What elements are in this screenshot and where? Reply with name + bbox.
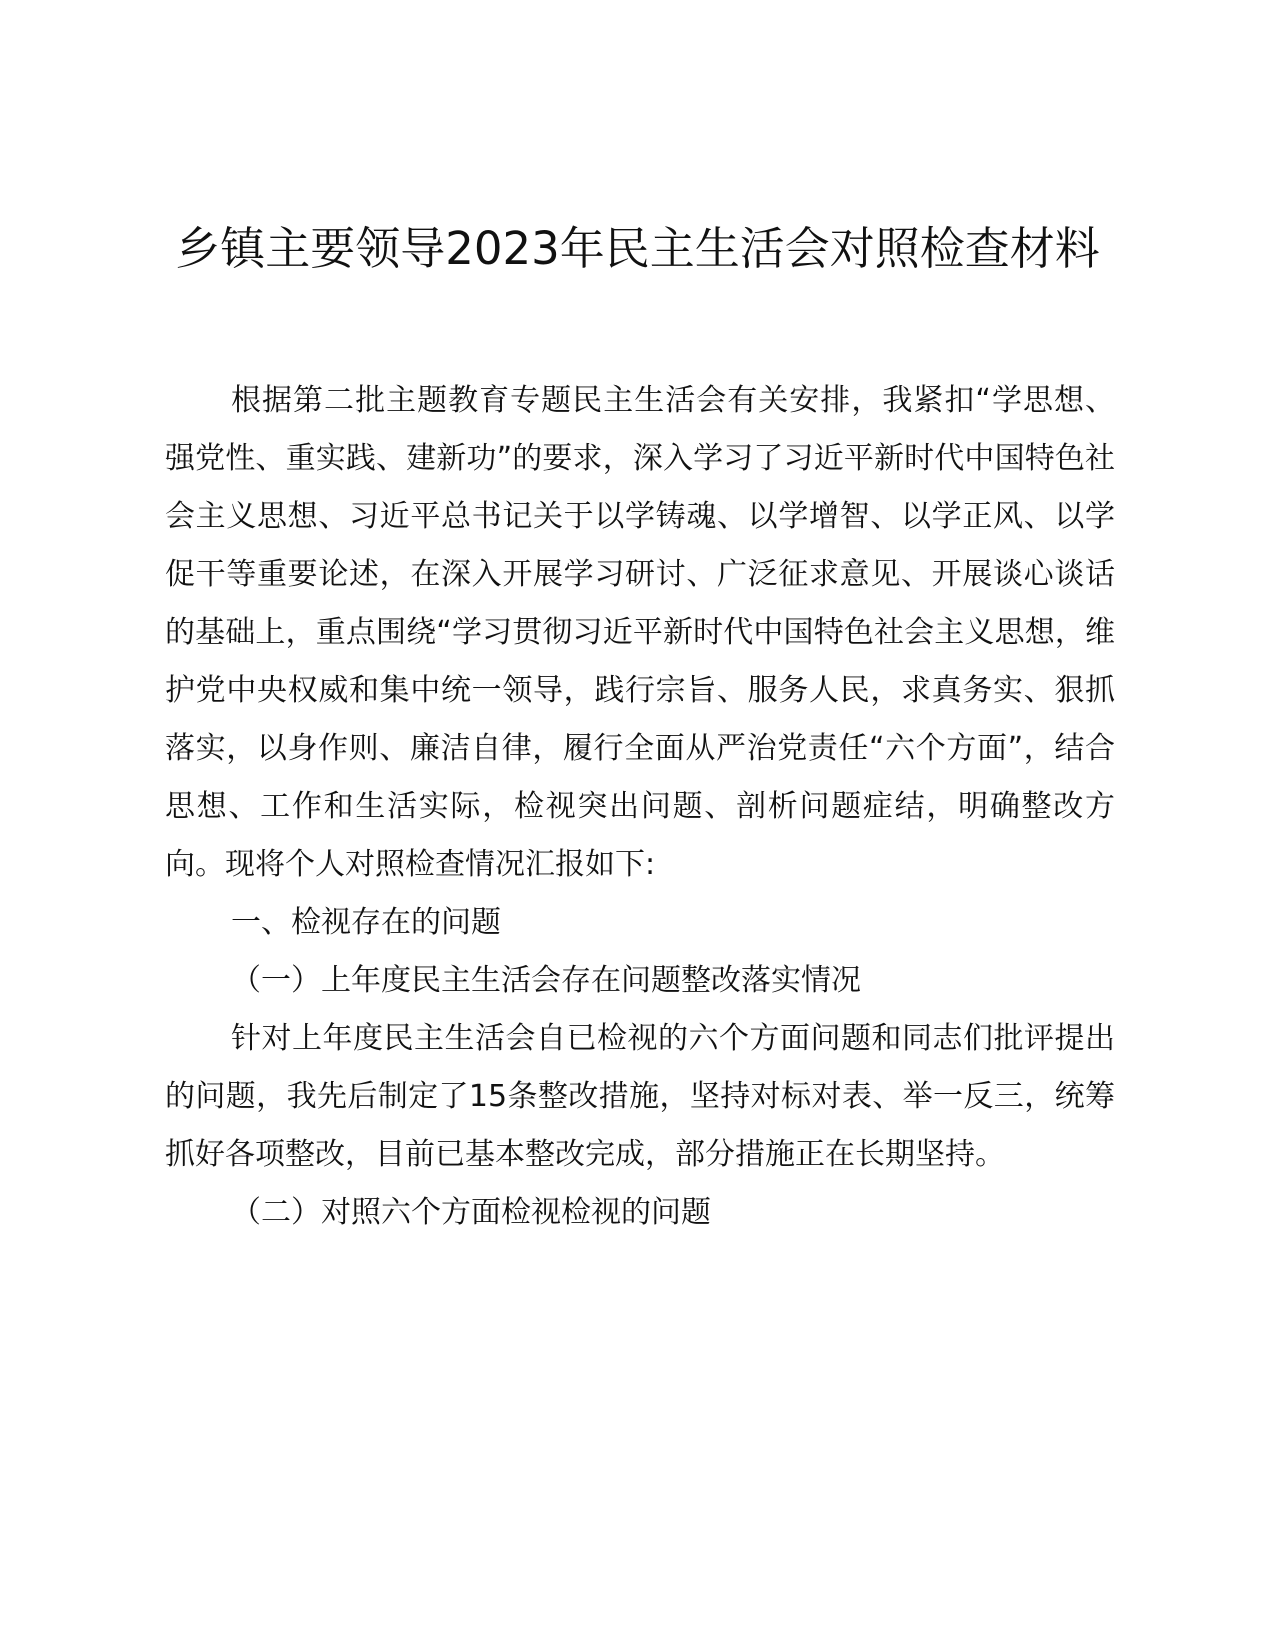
document-title: 乡镇主要领导2023年民主生活会对照检查材料	[175, 222, 1100, 275]
document-body	[165, 372, 1115, 1242]
intro-paragraph: 根据第二批主题教育专题民主生活会有关安排，我紧扣“学思想、强党性、重实践、建新功”的要求，深入学习了习近平新时代中国特色社会主义思想、习近平总书记关于以学铸魂、以学增智、以学正风、以学促干等重要论述，在深入开展学习研讨、广泛征求意见、开展谈心谈话的基础上，重点围绕“学习贯彻习近平新时代中国特色社会主义思想，维护党中央权威和集中统一领导，践行宗旨、服务人民，求真务实、狠抓落实，以身作则、廉洁自律，履行全面从严治党责任“六个方面”，结合思想、工作和生活实际，检视突出问题、剖析问题症结，明确整改方向。现将个人对照检查情况汇报如下:	[165, 383, 1115, 882]
rectification-paragraph: 针对上年度民主生活会自已检视的六个方面问题和同志们批评提出的问题，我先后制定了15条整改措施，坚持对标对表、举一反三，统筹抓好各项整改，目前已基本整改完成，部分措施正在长期坚持。	[165, 1021, 1115, 1172]
section-heading-1: 一、检视存在的问题	[231, 905, 501, 940]
subsection-heading-2: （二）对照六个方面检视检视的问题	[231, 1195, 711, 1230]
subsection-heading-1: （一）上年度民主生活会存在问题整改落实情况	[231, 963, 861, 998]
